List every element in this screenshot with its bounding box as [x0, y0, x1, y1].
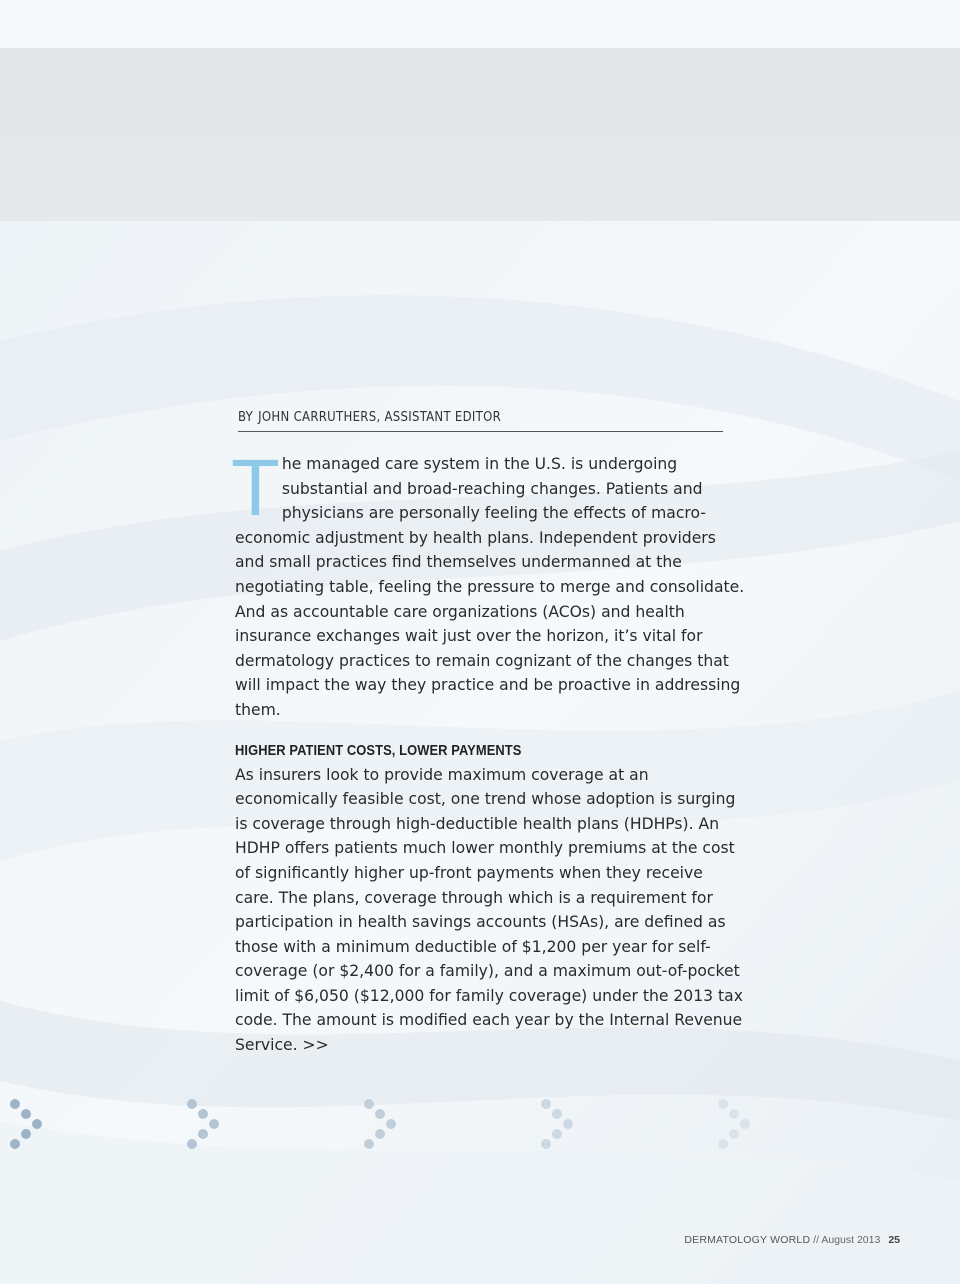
drop-cap: T — [231, 443, 280, 532]
page-number: 25 — [888, 1234, 900, 1246]
page-top-margin — [0, 0, 960, 48]
body-paragraph: As insurers look to provide maximum coverage at an economically feasible cost, one trend whose adoption is surging is coverage through high-deductible health plans (HDHPs). An HDHP offers patients much lower monthly premiums at the cost of significantly higher up-front payments when they receive care. The plans, coverage through which is a requirement for participation in health savings accounts (HSAs), are defined as those with a minimum deductible of $1,200 per year for self-coverage (or $2,400 for a family), and a maximum out-of-pocket limit of $6,050 ($12,000 for family coverage) under the 2013 tax code. The amount is modified each year by the Internal Revenue Service. >> — [235, 765, 743, 1055]
intro-paragraph — [231, 443, 745, 723]
article-body — [231, 443, 745, 1058]
footer-separator: // — [810, 1234, 822, 1246]
intro-text: he managed care system in the U.S. is undergoing substantial and broad-reaching changes. Patients and physicians are personally feeling the effects of macro-economic adjustment by health plans. Independent providers and small practices find themselves undermanned at the negotiating table, feeling the pressure to merge and consolidate. And as accountable care organizations (ACOs) and health insurance exchanges wait just over the horizon, it’s vital for dermatology practices to remain cognizant of the changes that will impact the way they practice and be proactive in addressing them. — [235, 455, 745, 719]
page-footer — [684, 1234, 900, 1246]
section-heading: HIGHER PATIENT COSTS, LOWER PAYMENTS — [235, 741, 522, 759]
byline — [238, 406, 723, 432]
header-image-band — [0, 48, 960, 221]
byline-role: , ASSISTANT EDITOR — [376, 410, 502, 425]
decorative-dot-pattern — [0, 1090, 960, 1160]
byline-prefix: BY — [238, 410, 254, 425]
byline-author: JOHN CARRUTHERS — [258, 410, 377, 425]
issue-date: August 2013 — [821, 1234, 881, 1246]
publication-name: DERMATOLOGY WORLD — [684, 1234, 811, 1246]
